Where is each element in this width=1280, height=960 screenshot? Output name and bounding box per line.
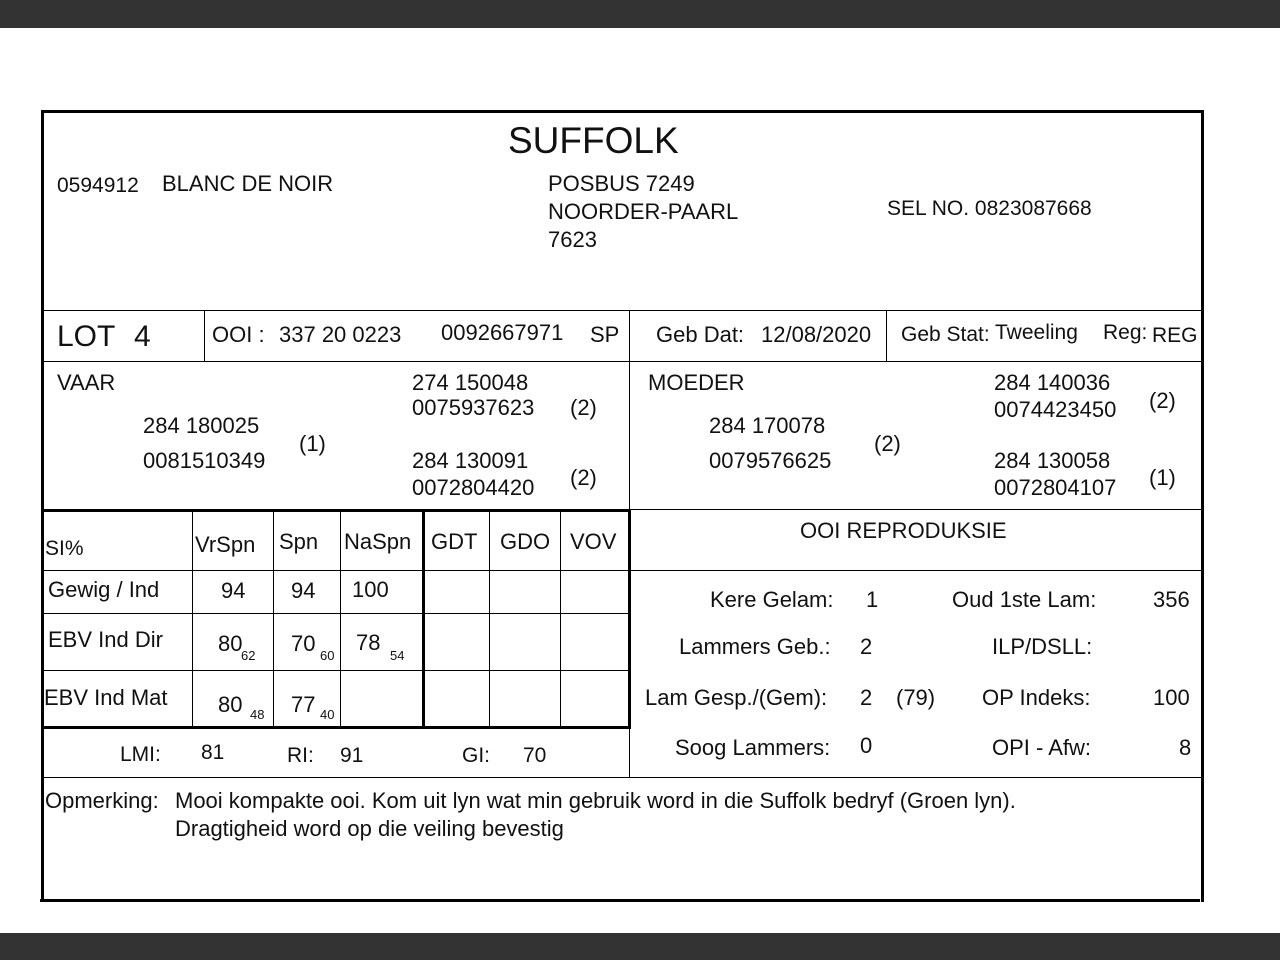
oud-1ste-lam-value: 356 — [1153, 587, 1190, 612]
dam-dam-reg: 0072804107 — [994, 475, 1117, 500]
lot-label: LOT — [57, 320, 116, 353]
rule-table-right — [628, 509, 631, 729]
gi-value: 70 — [523, 744, 547, 767]
ewe-id: 337 20 0223 — [279, 322, 402, 347]
lot-number: 4 — [134, 320, 151, 353]
dam-label: MOEDER — [648, 370, 745, 395]
dam-dam-grade: (1) — [1149, 465, 1176, 490]
ewe-label: OOI : — [212, 322, 265, 347]
breeder-code: 0594912 — [57, 174, 139, 197]
remark-line-2: Dragtigheid word op die veiling bevestig — [175, 816, 564, 841]
cell-number: SEL NO. 0823087668 — [887, 197, 1092, 220]
rule-col-vrspn — [273, 509, 274, 727]
cell-vrspn-accuracy: 62 — [241, 648, 256, 663]
rule-table-bottom — [44, 726, 631, 729]
rule-col-naspn-thick — [422, 509, 425, 727]
dam-dam-id: 284 130058 — [994, 448, 1111, 473]
ri-label: RI: — [287, 744, 314, 767]
rule-col-spn — [340, 509, 341, 727]
cell-spn: 94 — [291, 578, 316, 603]
dam-sire-reg: 0074423450 — [994, 397, 1117, 422]
rule-header — [44, 310, 1202, 311]
cell-spn: 77 — [291, 692, 316, 717]
sire-sire-id: 274 150048 — [412, 370, 529, 395]
header-gdt: GDT — [431, 529, 478, 554]
gi-label: GI: — [462, 744, 491, 767]
rule-remark — [44, 777, 1202, 778]
address-line-1: POSBUS 7249 — [548, 171, 695, 196]
cell-naspn-accuracy: 54 — [390, 648, 405, 663]
frame-left — [41, 110, 44, 902]
ewe-class: SP — [590, 322, 620, 347]
cell-spn-accuracy: 40 — [320, 707, 335, 722]
row-label: EBV Ind Dir — [48, 627, 163, 652]
lam-gesp-value: 2 — [860, 685, 873, 710]
lmi-value: 81 — [201, 741, 225, 764]
opi-afw-value: 8 — [1179, 735, 1192, 760]
sire-sire-grade: (2) — [570, 395, 597, 420]
header-si: SI% — [45, 537, 84, 560]
cell-vrspn: 80 — [218, 692, 243, 717]
cell-vrspn: 94 — [221, 578, 246, 603]
lam-gesp-average: (79) — [896, 685, 936, 710]
cell-naspn: 78 — [356, 630, 381, 655]
rule-birth-divider — [886, 310, 887, 361]
reproduction-title: OOI REPRODUKSIE — [800, 518, 1007, 543]
op-indeks-value: 100 — [1153, 685, 1190, 710]
header-spn: Spn — [279, 529, 319, 554]
cell-naspn: 100 — [352, 577, 389, 602]
rule-col-gdo — [560, 509, 561, 727]
breed-title: SUFFOLK — [508, 120, 679, 161]
cell-spn: 70 — [291, 631, 316, 656]
birth-date: 12/08/2020 — [761, 322, 872, 347]
lmi-label: LMI: — [120, 743, 161, 766]
frame-top — [41, 110, 1204, 113]
header-vov: VOV — [570, 529, 617, 554]
dam-sire-id: 284 140036 — [994, 370, 1111, 395]
sire-id: 284 180025 — [143, 413, 260, 438]
ilp-dsll-label: ILP/DSLL: — [992, 634, 1093, 659]
kere-gelam-label: Kere Gelam: — [710, 587, 834, 612]
birth-date-label: Geb Dat: — [656, 322, 745, 347]
rule-table-header — [44, 570, 631, 571]
frame-bottom — [40, 899, 1200, 902]
remark-label: Opmerking: — [45, 788, 159, 813]
lam-gesp-label: Lam Gesp./(Gem): — [645, 685, 828, 710]
rule-row2 — [44, 670, 631, 671]
sire-label: VAAR — [57, 370, 116, 395]
cell-vrspn: 80 — [218, 631, 243, 656]
rule-lot — [44, 361, 1202, 362]
rule-repro-title — [631, 570, 1202, 571]
kere-gelam-value: 1 — [866, 587, 879, 612]
soog-lammers-label: Soog Lammers: — [675, 735, 831, 760]
header-vrspn: VrSpn — [195, 532, 256, 557]
remark-line-1: Mooi kompakte ooi. Kom uit lyn wat min gebruik word in die Suffolk bedryf (Groen lyn). — [175, 788, 1016, 813]
rule-col-gdt — [489, 509, 490, 727]
cell-spn-accuracy: 60 — [320, 648, 335, 663]
sire-dam-id: 284 130091 — [412, 448, 529, 473]
sire-grade: (1) — [299, 431, 326, 456]
lammers-geb-label: Lammers Geb.: — [679, 634, 831, 659]
row-label: Gewig / Ind — [48, 577, 160, 602]
frame-right — [1201, 110, 1204, 902]
rule-table-thick-top — [44, 509, 631, 512]
header-naspn: NaSpn — [344, 529, 412, 554]
sire-dam-reg: 0072804420 — [412, 475, 535, 500]
opi-afw-label: OPI - Afw: — [992, 735, 1092, 760]
sire-reg: 0081510349 — [143, 448, 266, 473]
dam-reg: 0079576625 — [709, 448, 832, 473]
breeder-name: BLANC DE NOIR — [162, 171, 334, 196]
sire-sire-reg: 0075937623 — [412, 395, 535, 420]
ewe-reg: 0092667971 — [441, 320, 564, 345]
header-gdo: GDO — [500, 529, 551, 554]
rule-row1 — [44, 613, 631, 614]
birth-status-label: Geb Stat: — [901, 323, 990, 346]
soog-lammers-value: 0 — [860, 733, 873, 758]
row-label: EBV Ind Mat — [44, 685, 168, 710]
op-indeks-label: OP Indeks: — [982, 685, 1091, 710]
lammers-geb-value: 2 — [860, 634, 873, 659]
rule-col-si — [192, 509, 193, 727]
address-line-2: NOORDER-PAARL — [548, 199, 739, 224]
dam-sire-grade: (2) — [1149, 388, 1176, 413]
ri-value: 91 — [340, 744, 364, 767]
dam-id: 284 170078 — [709, 413, 826, 438]
cell-vrspn-accuracy: 48 — [250, 707, 265, 722]
reg-label: Reg: — [1103, 321, 1148, 344]
reg-value: REG — [1152, 324, 1198, 347]
rule-lot-divider — [204, 310, 205, 361]
birth-status: Tweeling — [995, 321, 1078, 344]
dam-grade: (2) — [874, 431, 901, 456]
oud-1ste-lam-label: Oud 1ste Lam: — [952, 587, 1097, 612]
sire-dam-grade: (2) — [570, 465, 597, 490]
address-line-3: 7623 — [548, 227, 597, 252]
